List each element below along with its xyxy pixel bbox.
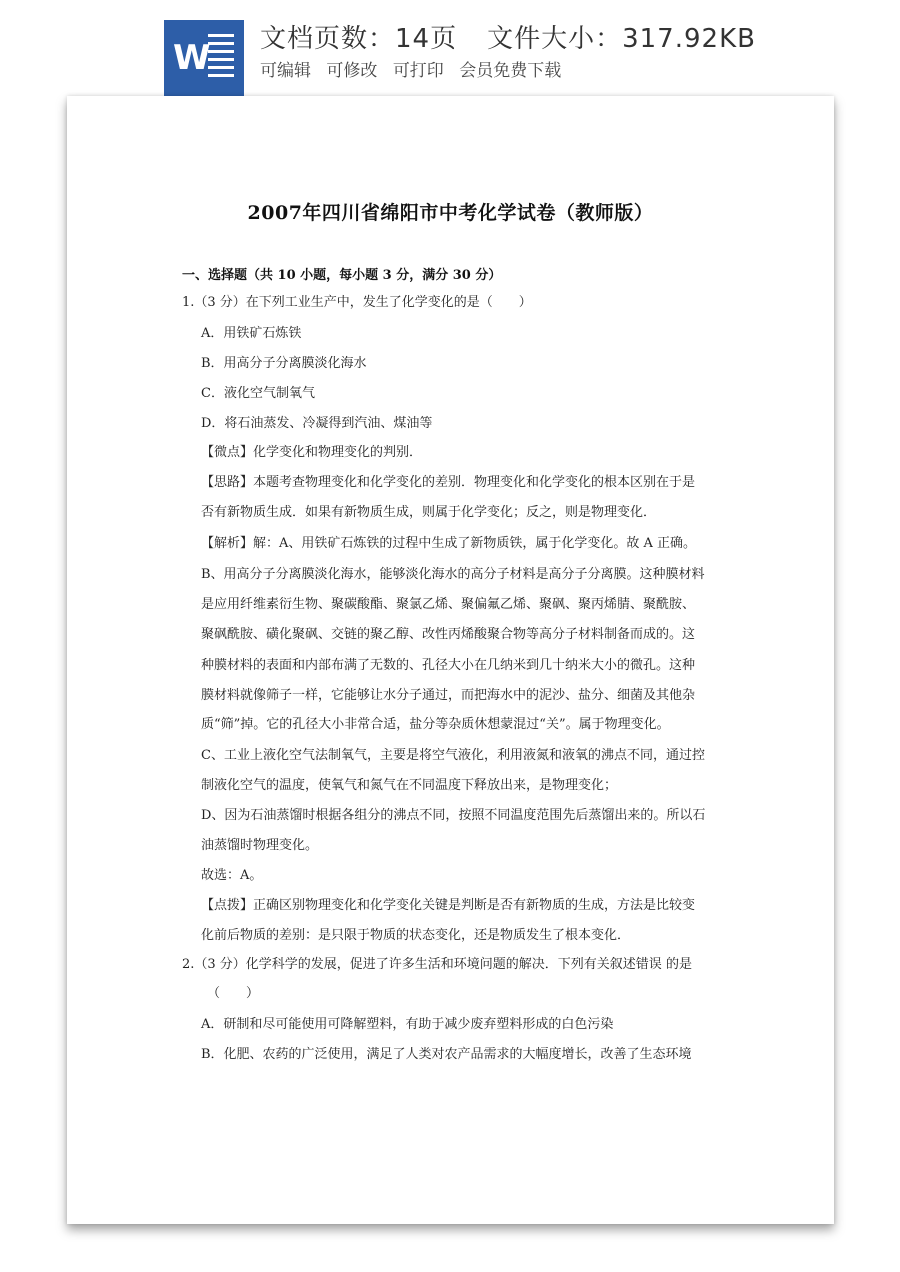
question-1-option-b: B．用高分子分离膜淡化海水 [201, 356, 367, 371]
question-1-analysis-line: 聚砜酰胺、磺化聚砜、交链的聚乙醇、改性丙烯酸聚合物等高分子材料制备而成的。这 [201, 627, 696, 642]
file-info [260, 18, 756, 55]
question-1-analysis-line: 种膜材料的表面和内部布满了无数的、孔径大小在几纳米到几十纳米大小的微孔。这种 [201, 658, 696, 673]
feature-list [260, 56, 571, 81]
question-1-stem: 1.（3 分）在下列工业生产中，发生了化学变化的是（ ） [182, 295, 532, 310]
question-1-analysis-line: 是应用纤维素衍生物、聚碳酸酯、聚氯乙烯、聚偏氟乙烯、聚砜、聚丙烯腈、聚酰胺、 [201, 597, 696, 612]
document-title: 2007年四川省绵阳市中考化学试卷（教师版） [247, 202, 654, 224]
question-2-stem-bracket: （ ） [207, 986, 260, 1001]
page-lines-graphic [208, 34, 234, 82]
question-1-tip-line: 化前后物质的差别：是只限于物质的状态变化，还是物质发生了根本变化． [201, 928, 631, 943]
question-1-approach-line: 【思路】本题考查物理变化和化学变化的差别．物理变化和化学变化的根本区别在于是 [201, 475, 696, 490]
download-banner [0, 0, 900, 100]
question-1-analysis-line: D、因为石油蒸馏时根据各组分的沸点不同，按照不同温度范围先后蒸馏出来的。所以石 [201, 808, 706, 823]
question-1-analysis-line: 质“筛”掉。它的孔径大小非常合适，盐分等杂质休想蒙混过“关”。属于物理变化。 [201, 717, 670, 732]
question-2-option-b: B．化肥、农药的广泛使用，满足了人类对农产品需求的大幅度增长，改善了生态环境 [201, 1047, 692, 1062]
file-size-label: 文件大小：317.92KB [487, 24, 756, 54]
question-1-key-point: 【微点】化学变化和物理变化的判别． [201, 445, 423, 460]
feature-printable: 可打印 [392, 61, 444, 81]
question-1-answer: 故选：A。 [201, 868, 263, 883]
feature-editable: 可编辑 [260, 61, 311, 81]
question-1-option-c: C．液化空气制氧气 [201, 386, 315, 401]
question-1-analysis-line: B、用高分子分离膜淡化海水，能够淡化海水的高分子材料是高分子分离膜。这种膜材料 [201, 567, 705, 582]
question-1-analysis-line: 制液化空气的温度，使氧气和氮气在不同温度下释放出来，是物理变化； [201, 778, 618, 793]
question-2-stem: 2.（3 分）化学科学的发展，促进了许多生活和环境问题的解决．下列有关叙述错误 的是 [182, 957, 692, 972]
question-1-analysis-line: C、工业上液化空气法制氧气，主要是将空气液化，利用液氮和液氧的沸点不同，通过控 [201, 748, 705, 763]
question-2-option-a: A．研制和尽可能使用可降解塑料，有助于减少废弃塑料形成的白色污染 [201, 1017, 614, 1032]
section-heading: 一、选择题（共 10 小题，每小题 3 分，满分 30 分） [182, 268, 502, 283]
word-document-icon [164, 20, 244, 96]
question-1-option-d: D．将石油蒸发、冷凝得到汽油、煤油等 [201, 416, 433, 431]
question-1-approach-line: 否有新物质生成．如果有新物质生成，则属于化学变化；反之，则是物理变化． [201, 505, 657, 520]
question-1-option-a: A．用铁矿石炼铁 [201, 326, 302, 341]
word-icon-letter: W [173, 38, 211, 78]
page-count-label: 文档页数：14页 [260, 24, 458, 54]
question-1-analysis-line: 【解析】解：A、用铁矿石炼铁的过程中生成了新物质铁，属于化学变化。故 A 正确。 [201, 536, 697, 551]
feature-member-download: 会员免费下载 [459, 61, 562, 81]
document-page [67, 96, 834, 1224]
question-1-analysis-line: 油蒸馏时物理变化。 [201, 838, 319, 853]
question-1-analysis-line: 膜材料就像筛子一样，它能够让水分子通过，而把海水中的泥沙、盐分、细菌及其他杂 [201, 688, 696, 703]
question-1-tip-line: 【点拨】正确区别物理变化和化学变化关键是判断是否有新物质的生成，方法是比较变 [201, 898, 696, 913]
feature-modifiable: 可修改 [326, 61, 378, 81]
